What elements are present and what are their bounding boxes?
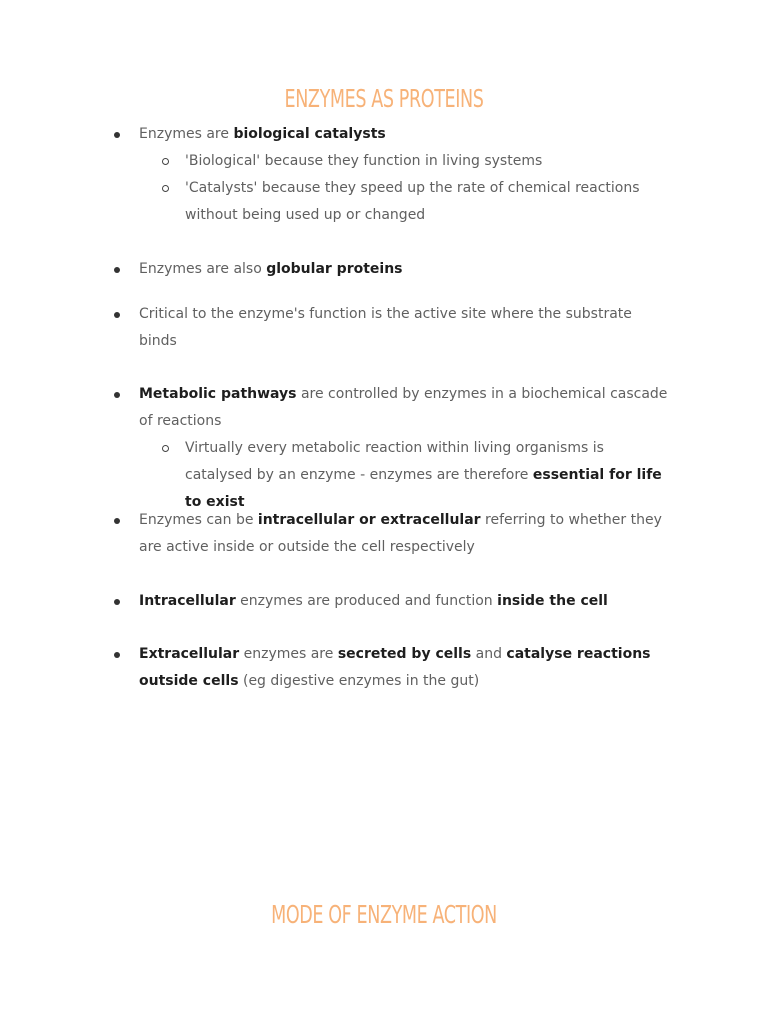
bullet-dot bbox=[114, 599, 120, 605]
section-heading-enzymes-as-proteins: ENZYMES AS PROTEINS bbox=[284, 84, 484, 113]
sub-bullet-ring bbox=[162, 158, 169, 165]
sub-bullet-biological: 'Biological' because they function in living systems bbox=[185, 148, 674, 175]
bullet-dot bbox=[114, 392, 120, 398]
bullet-text: Critical to the enzyme's function is the active site where the substrate binds bbox=[139, 306, 632, 349]
bullet-intra-extra bbox=[114, 507, 674, 561]
bullet-dot bbox=[114, 267, 120, 273]
bold-term: Intracellular bbox=[139, 593, 236, 609]
sub-bullet-ring bbox=[162, 445, 169, 452]
section-heading-mode-of-enzyme-action: MODE OF ENZYME ACTION bbox=[271, 900, 497, 929]
bullet-text: Enzymes are biological catalysts bbox=[139, 126, 386, 142]
bold-term: Extracellular bbox=[139, 646, 240, 662]
sub-bullet-catalysts: 'Catalysts' because they speed up the rate of chemical reactions without being used up or changed bbox=[185, 175, 674, 229]
bullet-dot bbox=[114, 132, 120, 138]
bullet-text: Intracellular enzymes are produced and function inside the cell bbox=[139, 593, 608, 609]
bold-term: secreted by cells bbox=[337, 646, 472, 662]
bullet-active-site bbox=[114, 301, 674, 355]
bullet-dot bbox=[114, 312, 120, 318]
bullet-intracellular bbox=[114, 588, 674, 615]
bold-term: intracellular or extracellular bbox=[257, 512, 481, 528]
sub-bullet-ring bbox=[162, 185, 169, 192]
bullet-text: Extracellular enzymes are secreted by cells and catalyse reactions outside cells (eg digestive enzymes in the gut) bbox=[139, 646, 651, 689]
bullet-enzymes-catalysts bbox=[114, 121, 674, 229]
bold-term: Metabolic pathways bbox=[139, 386, 297, 402]
bold-term: catalyse reactions outside cells bbox=[139, 646, 651, 689]
bullet-extracellular bbox=[114, 641, 674, 695]
bold-term: inside the cell bbox=[497, 593, 608, 609]
bold-term: biological catalysts bbox=[233, 126, 386, 142]
bullet-text: Enzymes are also globular proteins bbox=[139, 261, 403, 277]
bullet-text: Enzymes can be intracellular or extracellular referring to whether they are active inside or outside the cell respectively bbox=[139, 512, 662, 555]
sub-bullet-virtually-every: Virtually every metabolic reaction within living organisms is catalysed by an enzyme - enzymes are therefore essential for life to exist bbox=[185, 435, 674, 516]
bullet-metabolic-pathways bbox=[114, 381, 674, 516]
bold-term: globular proteins bbox=[266, 261, 403, 277]
bullet-dot bbox=[114, 518, 120, 524]
bullet-dot bbox=[114, 652, 120, 658]
bullet-globular-proteins bbox=[114, 256, 674, 283]
bullet-text: Metabolic pathways are controlled by enzymes in a biochemical cascade of reactions bbox=[139, 386, 668, 429]
bold-term: essential for life to exist bbox=[185, 467, 662, 510]
